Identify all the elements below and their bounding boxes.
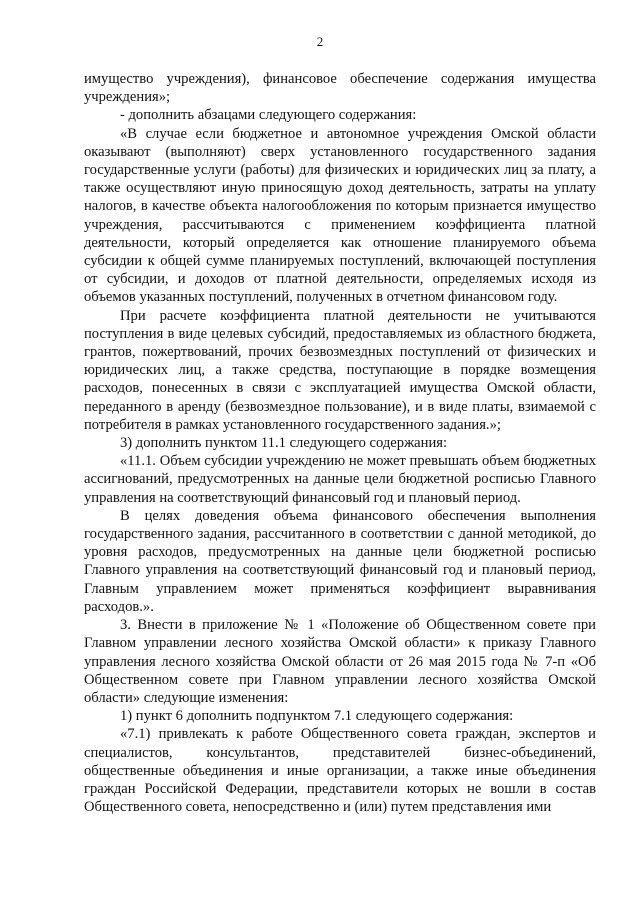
paragraph: 3) дополнить пунктом 11.1 следующего содержания:	[120, 435, 448, 452]
document-body	[84, 70, 596, 816]
page-number: 2	[316, 34, 324, 49]
paragraph: 3. Внести в приложение № 1 «Положение об Общественном совете при Главном управлении лесного хозяйства Омской области» к приказу Главного управления лесного хозяйства Омской области от 26 мая 2015 года № 7-п «Об Общественном совете при Главном управлении лесного хозяйства Омской области» следующие изменения:	[84, 617, 596, 706]
paragraph: - дополнить абзацами следующего содержания:	[120, 107, 417, 124]
paragraph: В целях доведения объема финансового обеспечения выполнения государственного задания, рассчитанного в соответствии с данной методикой, до уровня расходов, предусмотренных на данные цели бюджетной росписью Главного управления на соответствующий финансовый год и плановый период, Главным управлением может применяться коэффициент выравнивания расходов.».	[84, 507, 596, 615]
paragraph: 1) пункт 6 дополнить подпунктом 7.1 следующего содержания:	[120, 708, 514, 725]
paragraph: «7.1) привлекать к работе Общественного совета граждан, экспертов и специалистов, консультантов, представителей бизнес-объединений, общественные объединения и иные организации, а также иные объединения граждан Российской Федерации, представители которых не вошли в состав Общественного совета, непосредственно и (или) путем представления ими	[84, 726, 596, 816]
paragraph: имущество учреждения), финансовое обеспечение содержания имущества учреждения»;	[84, 71, 596, 106]
paragraph: «11.1. Объем субсидии учреждению не может превышать объем бюджетных ассигнований, предусмотренных на данные цели бюджетной росписью Главного управления на соответствующий финансовый год и плановый период.	[84, 453, 596, 506]
paragraph: «В случае если бюджетное и автономное учреждения Омской области оказывают (выполняют) сверх установленного государственного задания государственные услуги (работы) для физических и юридических лиц за плату, а также осуществляют иную приносящую доход деятельность, затраты на уплату налогов, в качестве объекта налогообложения по которым признается имущество учреждения, рассчитываются с применением коэффициента платной деятельности, который определяется как отношение планируемого объема субсидии к общей сумме планируемых поступлений, включающей поступления от субсидии, и доходов от платной деятельности, определяемых исходя из объемов указанных поступлений, полученных в отчетном финансовом году.	[84, 125, 596, 306]
paragraph: При расчете коэффициента платной деятельности не учитываются поступления в виде целевых субсидий, предоставляемых из областного бюджета, грантов, пожертвований, прочих безвозмездных поступлений от физических и юридических лиц, а также средства, поступающие в порядке возмещения расходов, понесенных в связи с эксплуатацией имущества Омской области, переданного в аренду (безвозмездное пользование), и в виде платы, взимаемой с потребителя в рамках установленного государственного задания.»;	[84, 307, 596, 433]
